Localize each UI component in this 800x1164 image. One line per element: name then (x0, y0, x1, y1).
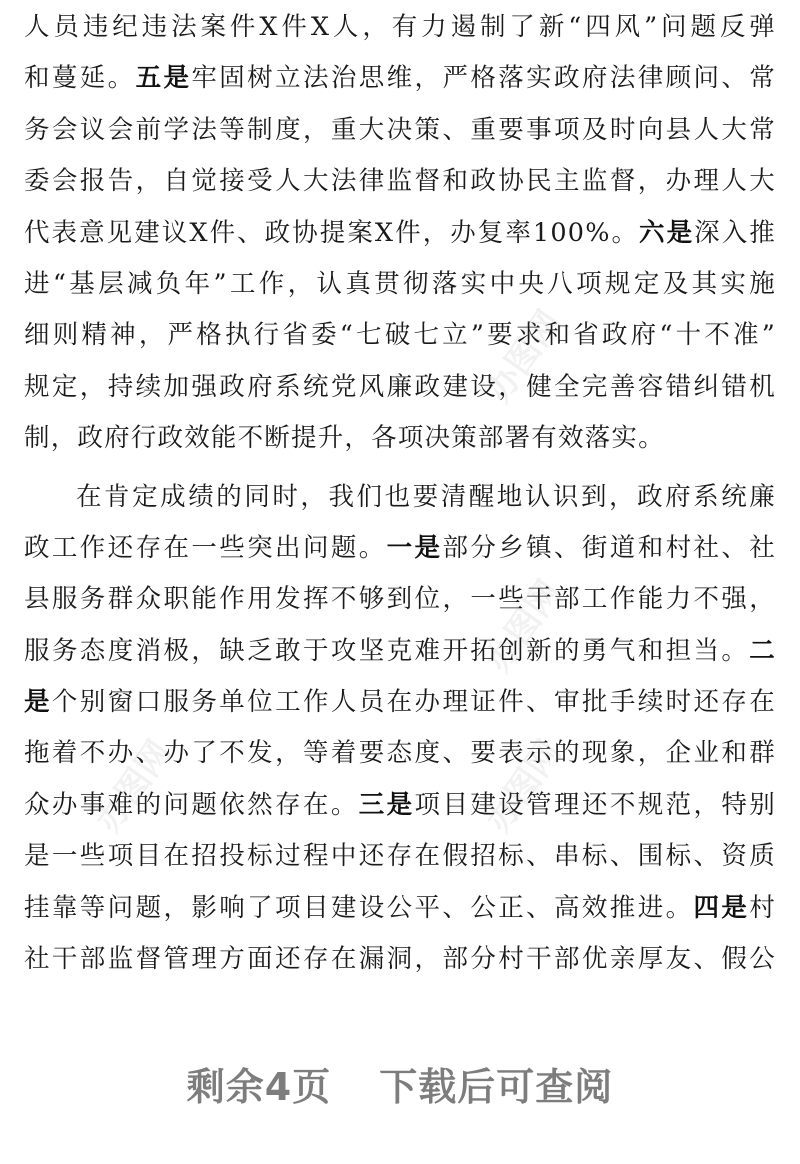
text-run: 人员违纪违法案件X件X人，有力遏制了新“四风”问题反弹 (24, 12, 776, 42)
ordinal-lead: 三是 (358, 789, 415, 820)
ordinal-lead: 六是 (639, 217, 695, 248)
text-line (24, 105, 776, 156)
text-line (24, 626, 776, 677)
text-run: 深入推 (694, 217, 776, 248)
text-run: 进“基层减负年”工作，认真贯彻落实中央八项规定及其实施 (24, 268, 776, 299)
ordinal-lead: 二 (749, 635, 776, 666)
text-run: 众办事难的问题依然存在。 (24, 789, 359, 820)
text-line (24, 53, 776, 104)
text-run: 务会议会前学法等制度，重大决策、重要事项及时向县人大常 (24, 114, 776, 145)
text-run: 社干部监督管理方面还存在漏洞，部分村干部优亲厚友、假公 (24, 944, 776, 975)
text-line (24, 831, 776, 882)
text-run: 项目建设管理还不规范，特别 (414, 789, 776, 820)
watermark-logo: 办图网 (478, 303, 570, 410)
watermark-logo: 办图网 (478, 573, 570, 680)
text-line (24, 156, 776, 207)
text-run: 政工作还存在一些突出问题。 (24, 532, 387, 563)
text-line (24, 523, 776, 574)
text-run: 个别窗口服务单位工作人员在办理证件、审批手续时还存在 (51, 687, 777, 718)
download-notice[interactable] (0, 1056, 800, 1111)
watermark-logo: 办图网 (88, 733, 180, 840)
ordinal-lead: 四是 (693, 892, 750, 923)
text-run: 村 (749, 892, 776, 923)
document-page (24, 0, 776, 985)
text-run: 细则精神，严格执行省委“七破七立”要求和省政府“十不准” (24, 320, 776, 351)
text-run: 制，政府行政效能不断提升，各项决策部署有效落实。 (24, 423, 665, 454)
text-run: 服务态度消极，缺乏敢于攻坚克难开拓创新的勇气和担当。 (24, 635, 750, 666)
text-run: 和蔓延。 (24, 63, 136, 94)
text-line (24, 310, 776, 361)
text-run: 规定，持续加强政府系统党风廉政建设，健全完善容错纠错机 (24, 371, 776, 402)
download-to-view-label: 下载后可查阅 (379, 1065, 614, 1109)
text-run: 拖着不办、办了不发，等着要态度、要表示的现象，企业和群 (24, 738, 776, 769)
watermark-logo: 办图网 (478, 733, 570, 840)
text-run: 是一些项目在招投标过程中还存在假招标、串标、围标、资质 (24, 841, 776, 872)
text-line (24, 259, 776, 310)
text-line (24, 2, 776, 53)
paragraph-gap (24, 465, 776, 472)
ordinal-lead: 是 (24, 687, 52, 718)
text-run: 部分乡镇、街道和村社、社 (442, 532, 776, 563)
text-run: 在肯定成绩的同时，我们也要清醒地认识到，政府系统廉 (76, 481, 776, 512)
ordinal-lead: 五是 (135, 63, 192, 94)
text-line (24, 934, 776, 985)
text-line (24, 780, 776, 831)
text-run: 牢固树立法治思维，严格落实政府法律顾问、常 (191, 63, 776, 94)
text-line (24, 362, 776, 413)
text-line (24, 677, 776, 728)
text-run: 代表意见建议X件、政协提案X件，办复率100%。 (24, 217, 640, 248)
text-line (24, 728, 776, 779)
text-line (24, 413, 776, 464)
text-line (24, 208, 776, 259)
text-line (24, 574, 776, 625)
text-line (24, 883, 776, 934)
ordinal-lead: 一是 (386, 532, 443, 563)
text-run: 挂靠等问题，影响了项目建设公平、公正、高效推进。 (24, 892, 694, 923)
text-run: 委会报告，自觉接受人大法律监督和政协民主监督，办理人大 (24, 166, 776, 197)
remaining-pages-label: 剩余4页 (186, 1065, 332, 1109)
text-line (24, 472, 776, 523)
text-run: 县服务群众职能作用发挥不够到位，一些干部工作能力不强， (24, 584, 776, 615)
